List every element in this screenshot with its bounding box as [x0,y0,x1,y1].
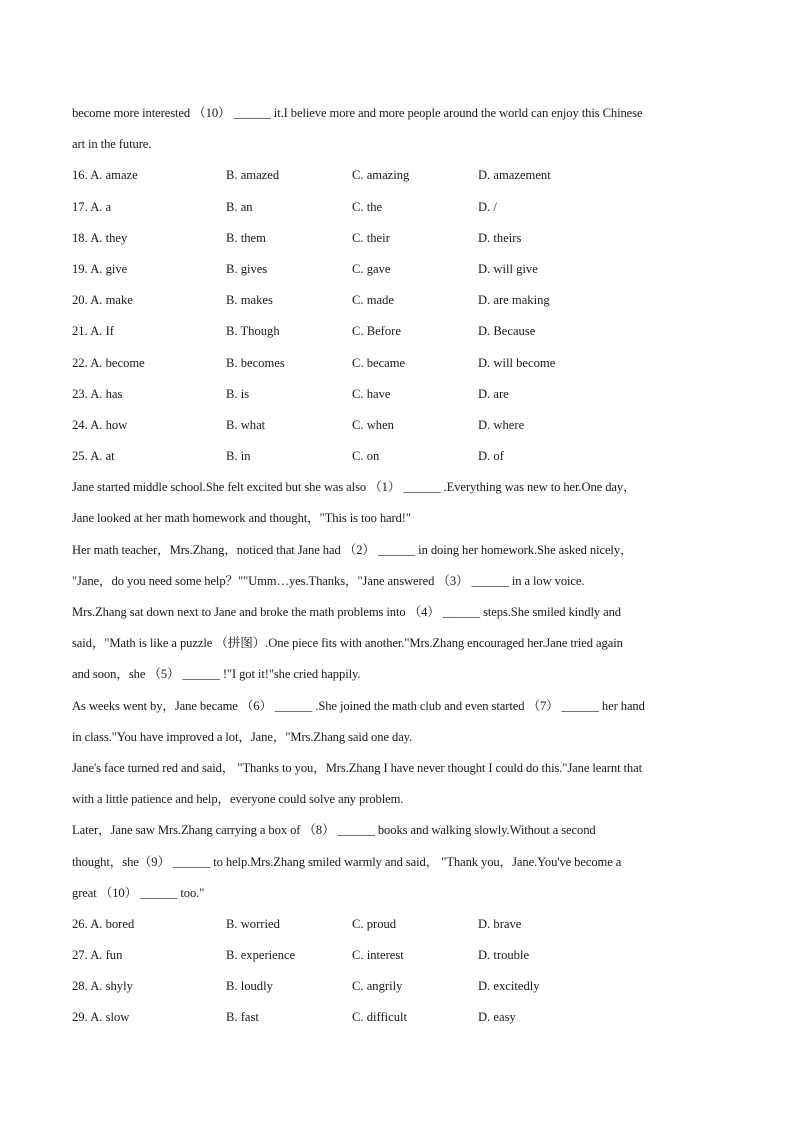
option-b: B. makes [226,293,273,308]
option-a: 19. A. give [72,261,128,276]
option-a: 23. A. has [72,386,123,401]
text-line: in class."You have improved a lot，Jane，"Mrs.Zhang said one day. [72,729,413,744]
option-d: D. trouble [478,948,530,963]
option-d: D. / [478,199,497,214]
option-b: B. Though [226,324,280,339]
option-d: D. brave [478,916,522,931]
question-row-17 [72,192,732,223]
option-b: B. becomes [226,355,285,370]
option-b: B. loudly [226,979,273,994]
text-line: "Jane，do you need some help？""Umm…yes.Thanks，"Jane answered （3） ______ in a low voice. [72,573,585,588]
question-row-19 [72,254,732,285]
option-c: C. difficult [352,1010,408,1025]
option-b: B. an [226,199,253,214]
document-page [72,98,732,1034]
option-a: 20. A. make [72,293,133,308]
option-a: 17. A. a [72,199,112,214]
question-row-20 [72,285,732,316]
question-row-22 [72,348,732,379]
option-d: D. are making [478,293,550,308]
text-line: and soon，she （5） ______ !"I got it!"she cried happily. [72,667,361,682]
question-list-16-25 [72,160,732,472]
question-row-18 [72,223,732,254]
option-d: D. easy [478,1010,516,1025]
option-d: D. theirs [478,230,522,245]
option-c: C. when [352,417,394,432]
passage-intro-tail [72,98,732,160]
question-row-25 [72,441,732,472]
option-c: C. Before [352,324,401,339]
text-line: Later，Jane saw Mrs.Zhang carrying a box of （8） ______ books and walking slowly.Without a second [72,823,596,838]
option-a: 16. A. amaze [72,168,138,183]
option-b: B. them [226,230,266,245]
option-c: C. proud [352,916,397,931]
question-list-26-29 [72,909,732,1034]
text-line: said，"Math is like a puzzle （拼图）.One piece fits with another."Mrs.Zhang encouraged her.Jane tried again [72,636,623,651]
option-c: C. made [352,293,394,308]
option-b: B. is [226,386,250,401]
option-d: D. of [478,449,504,464]
option-d: D. are [478,386,509,401]
option-a: 22. A. become [72,355,145,370]
question-row-16 [72,160,732,191]
option-c: C. angrily [352,979,403,994]
option-d: D. amazement [478,168,551,183]
option-c: C. became [352,355,406,370]
option-d: D. Because [478,324,536,339]
option-a: 29. A. slow [72,1010,130,1025]
option-d: D. excitedly [478,979,540,994]
option-b: B. gives [226,261,268,276]
option-a: 26. A. bored [72,916,135,931]
text-line: thought，she（9） ______ to help.Mrs.Zhang smiled warmly and said， "Thank you，Jane.You've become a [72,854,622,869]
passage-jane [72,472,732,909]
option-c: C. have [352,386,391,401]
question-row-27 [72,940,732,971]
option-b: B. amazed [226,168,280,183]
text-line: Her math teacher，Mrs.Zhang，noticed that Jane had （2） ______ in doing her homework.She asked nicely， [72,542,633,557]
question-row-24 [72,410,732,441]
text-line: As weeks went by，Jane became （6） ______ .She joined the math club and even started （7） ______ her hand [72,698,645,713]
question-row-29 [72,1002,732,1033]
option-c: C. gave [352,261,391,276]
option-a: 24. A. how [72,417,128,432]
option-a: 18. A. they [72,230,128,245]
option-b: B. what [226,417,266,432]
text-line: Jane started middle school.She felt excited but she was also （1） ______ .Everything was new to her.One day， [72,480,636,495]
option-b: B. in [226,449,251,464]
question-row-23 [72,379,732,410]
text-line: Jane looked at her math homework and thought，"This is too hard!" [72,511,411,526]
text-line: Jane's face turned red and said， "Thanks to you，Mrs.Zhang I have never thought I could do this."Jane learnt that [72,760,643,775]
option-a: 27. A. fun [72,948,123,963]
option-d: D. where [478,417,525,432]
text-line: Mrs.Zhang sat down next to Jane and broke the math problems into （4） ______ steps.She smiled kindly and [72,605,621,619]
option-a: 28. A. shyly [72,979,133,994]
option-b: B. fast [226,1010,259,1025]
option-d: D. will become [478,355,556,370]
option-c: C. amazing [352,168,410,183]
option-a: 25. A. at [72,449,115,464]
question-row-21 [72,316,732,347]
option-c: C. interest [352,948,404,963]
option-c: C. their [352,230,390,245]
text-line: become more interested （10） ______ it.I believe more and more people around the world can enjoy this Chinese [72,106,643,120]
option-c: C. on [352,449,380,464]
text-line: with a little patience and help，everyone could solve any problem. [72,792,404,807]
option-b: B. experience [226,948,296,963]
text-line: art in the future. [72,137,152,152]
option-b: B. worried [226,916,280,931]
text-line: great （10） ______ too." [72,885,205,900]
option-c: C. the [352,199,383,214]
option-d: D. will give [478,261,538,276]
question-row-28 [72,971,732,1002]
option-a: 21. A. If [72,324,114,339]
question-row-26 [72,909,732,940]
